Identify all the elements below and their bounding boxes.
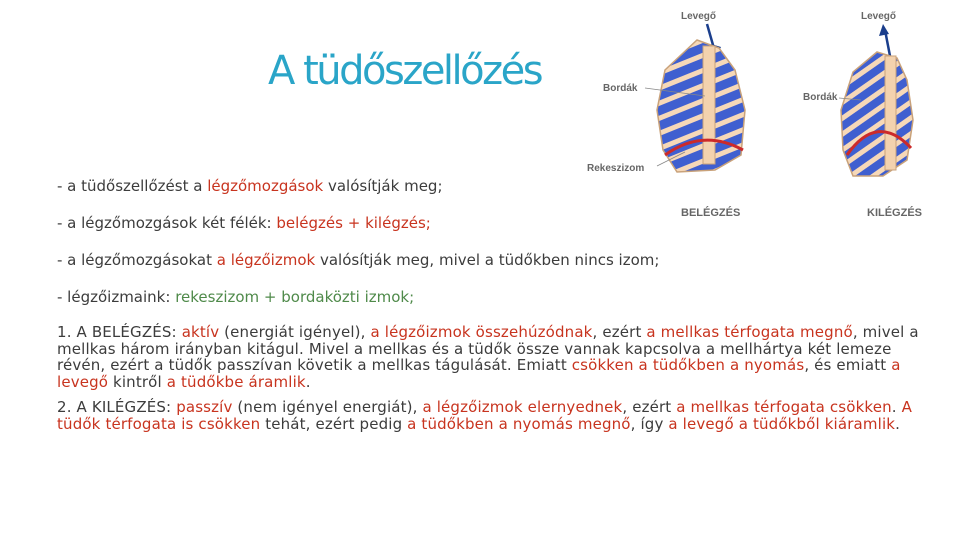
spine: [703, 46, 715, 164]
caption-inhale: BELÉGZÉS: [681, 207, 741, 219]
caption-exhale: KILÉGZÉS: [867, 207, 923, 219]
ribs-label-right: Bordák: [803, 92, 838, 103]
list-item: - a légzőmozgásokat a légzőizmok valósítják meg, mivel a tüdőkben nincs izom;: [57, 251, 660, 269]
arrow-head-icon: [879, 24, 889, 36]
list-item: - légzőizmaink: rekeszizom + bordaközti izmok;: [57, 288, 415, 306]
air-label-right: Levegő: [861, 11, 897, 22]
air-label-left: Levegő: [681, 11, 717, 22]
diaphragm-label: Rekeszizom: [587, 163, 645, 174]
spine: [885, 56, 896, 170]
paragraph-inhalation: 1. A BELÉGZÉS: aktív (energiát igényel), a légzőizmok összehúzódnak, ezért a mellkas térfogata megnő, mivel a mellkas három irányban kitágul. Mivel a mellkas és a tüdők össze vannak kapcsolva a mellhártya két lemeze révén, ezért a tüdők passzívan követik a mellkas tágulását. Emiatt csökken a tüdőkben a nyomás, és emiatt a levegő kintről a tüdőkbe áramlik.: [57, 323, 919, 391]
slide-title: A tüdőszellőzés: [268, 48, 542, 94]
list-item: - a légzőmozgások két félék: belégzés + kilégzés;: [57, 214, 431, 232]
bullet-list: [57, 168, 937, 432]
paragraph-exhalation: 2. A KILÉGZÉS: passzív (nem igényel energiát), a légzőizmok elernyednek, ezért a mellkas térfogata csökken. A tüdők térfogata is csökken tehát, ezért pedig a tüdőkben a nyomás megnő, így a levegő a tüdőkből kiáramlik.: [57, 398, 913, 433]
ribs-label-left: Bordák: [603, 83, 638, 94]
list-item: - a tüdőszellőzést a légzőmozgások valósítják meg;: [57, 177, 443, 195]
ribcage-exhale: [841, 52, 913, 176]
